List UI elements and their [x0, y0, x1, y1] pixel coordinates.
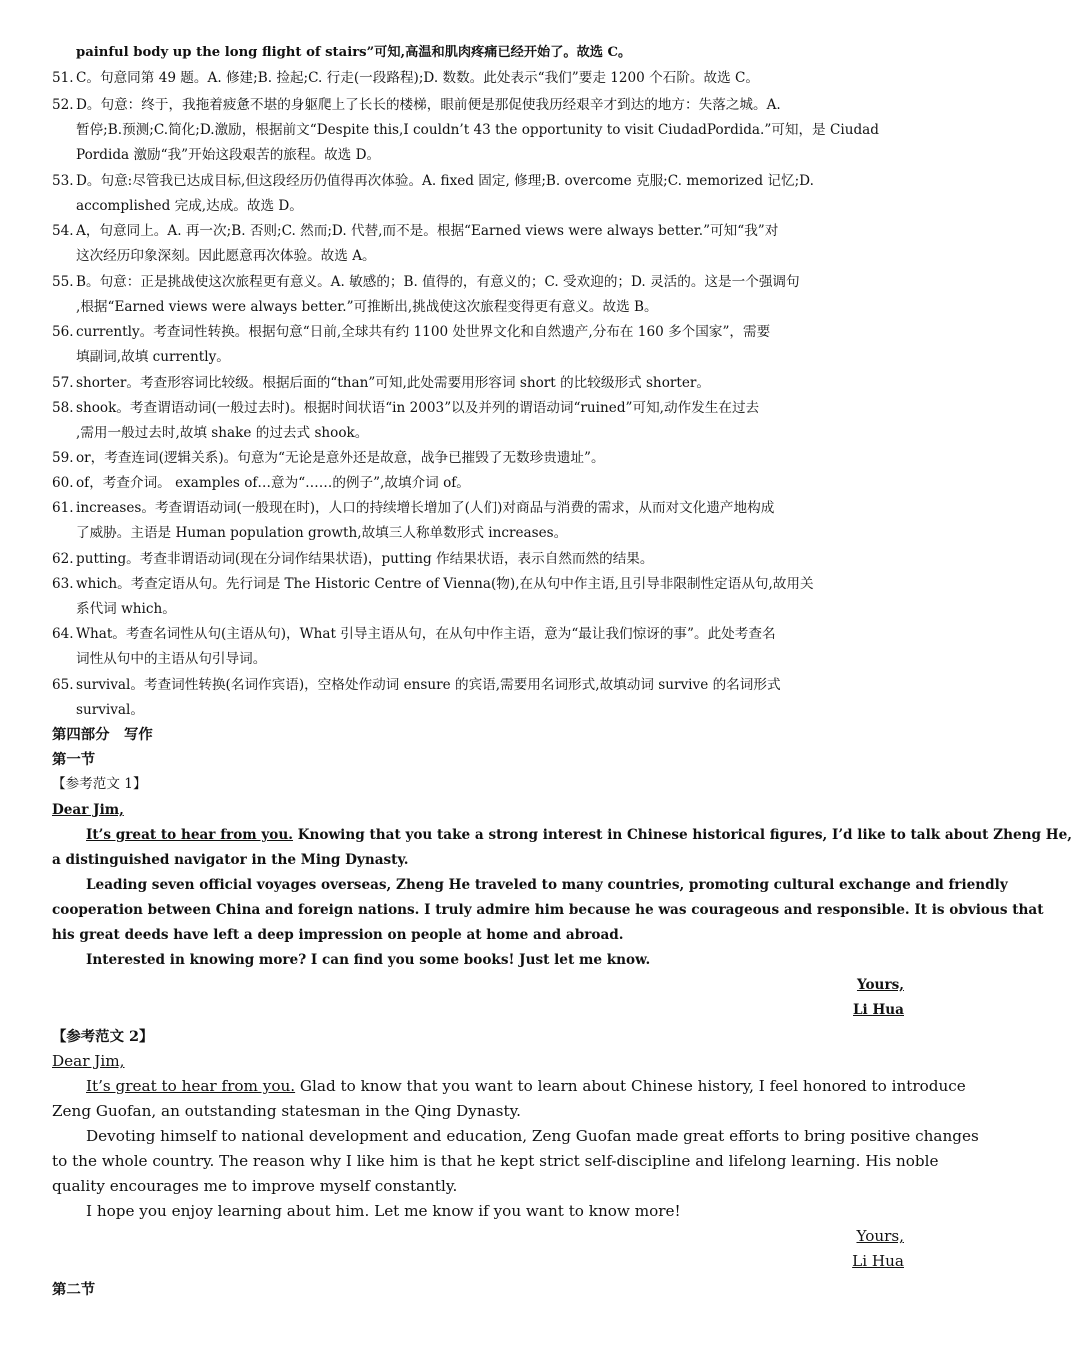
sample-2-paragraph-1-line-2: Zeng Guofan, an outstanding statesman in the Qing Dynasty. [52, 1102, 521, 1120]
answer-61 [52, 496, 907, 521]
answer-58 [52, 396, 907, 421]
item-number: 53. [52, 173, 74, 189]
answer-55 [52, 270, 907, 295]
answer-text: which。考查定语从句。先行词是 The Historic Centre of Vienna(物),在从句中作主语,且引导非限制性定语从句,故用关 [76, 576, 814, 592]
answer-text: increases。考查谓语动词(一般现在时)，人口的持续增长增加了(人们)对商品与消费的需求，从而对文化遗产地构成 [76, 500, 775, 516]
answer-text: D。句意:尽管我已达成目标,但这段经历仍值得再次体验。A. fixed 固定, 修理;B. overcome 克服;C. memorized 记忆;D. [76, 173, 814, 189]
answer-57 [52, 371, 907, 396]
item-number: 54. [52, 223, 74, 239]
answer-63-line-2: 系代词 which。 [76, 601, 176, 617]
item-number: 52. [52, 97, 74, 113]
answer-text: putting。考查非谓语动词(现在分词作结果状语)，putting 作结果状语，表示自然而然的结果。 [76, 551, 654, 567]
answer-text: of，考查介词。 examples of…意为“……的例子”,故填介词 of。 [76, 475, 470, 491]
sample-essay-1-label: 【参考范文 1】 [52, 776, 147, 792]
answer-text: D。句意：终于，我拖着疲惫不堪的身躯爬上了长长的楼梯，眼前便是那促使我历经艰辛才到达的地方：失落之城。A. [76, 97, 781, 113]
answer-56 [52, 320, 907, 345]
answer-62 [52, 547, 907, 572]
answer-60 [52, 471, 907, 496]
answer-text: What。考查名词性从句(主语从句)，What 引导主语从句，在从句中作主语，意为“最让我们惊讶的事”。此处考查名 [76, 626, 776, 642]
sample-1-signature: Li Hua [853, 1002, 904, 1018]
answer-text: shorter。考查形容词比较级。根据后面的“than”可知,此处需要用形容词 short 的比较级形式 shorter。 [76, 375, 710, 391]
sample-2-paragraph-3: I hope you enjoy learning about him. Let me know if you want to know more! [86, 1202, 681, 1220]
sample-2-closing: Yours, [856, 1227, 904, 1245]
answer-text: A，句意同上。A. 再一次;B. 否则;C. 然而;D. 代替,而不是。根据“Earned views were always better.”可知“我”对 [76, 223, 779, 239]
answer-54 [52, 219, 907, 244]
sample-1-paragraph-2: Leading seven official voyages overseas, Zheng He traveled to many countries, promoting cultural exchange and friendly [86, 877, 1008, 893]
answer-51 [52, 66, 907, 91]
answer-64-line-2: 词性从句中的主语从句引导词。 [76, 651, 267, 667]
answer-61-line-2: 了威胁。主语是 Human population growth,故填三人称单数形式 increases。 [76, 525, 568, 541]
answer-65 [52, 673, 907, 698]
answer-52-line-2: 暂停;B.预测;C.简化;D.激励，根据前文“Despite this,I couldn’t 43 the opportunity to visit CiudadPordida.”可知，是 Ciudad [76, 122, 879, 138]
greeting-phrase: It’s great to hear from you. [86, 827, 293, 843]
answer-53-line-2: accomplished 完成,达成。故选 D。 [76, 198, 303, 214]
answer-59 [52, 446, 907, 471]
item-number: 60. [52, 475, 74, 491]
sample-1-paragraph-1-line-2: a distinguished navigator in the Ming Dynasty. [52, 852, 409, 868]
sample-essay-2-label: 【参考范文 2】 [52, 1028, 154, 1045]
answer-55-line-2: ,根据“Earned views were always better.”可推断出,挑战使这次旅程变得更有意义。故选 B。 [76, 299, 658, 315]
greeting-phrase: It’s great to hear from you. [86, 1077, 296, 1095]
item-number: 58. [52, 400, 74, 416]
answer-56-line-2: 填副词,故填 currently。 [76, 349, 230, 365]
section-two-title: 第二节 [52, 1281, 96, 1298]
answer-53 [52, 169, 907, 194]
answer-50-continuation: painful body up the long flight of stairs”可知,高温和肌肉疼痛已经开始了。故选 C。 [76, 45, 632, 60]
sample-2-signature: Li Hua [852, 1252, 904, 1270]
sample-2-paragraph-2: Devoting himself to national development and education, Zeng Guofan made great efforts to bring positive changes [86, 1127, 979, 1145]
item-number: 62. [52, 551, 74, 567]
answer-58-line-2: ,需用一般过去时,故填 shake 的过去式 shook。 [76, 425, 369, 441]
item-number: 51. [52, 70, 74, 86]
answer-54-line-2: 这次经历印象深刻。因此愿意再次体验。故选 A。 [76, 248, 376, 264]
sample-1-paragraph-2-line-3: his great deeds have left a deep impression on people at home and abroad. [52, 927, 624, 943]
item-number: 61. [52, 500, 74, 516]
answer-text: or，考查连词(逻辑关系)。句意为“无论是意外还是故意，战争已摧毁了无数珍贵遗址”。 [76, 450, 605, 466]
answer-64 [52, 622, 907, 647]
answer-text: shook。考查谓语动词(一般过去时)。根据时间状语“in 2003”以及并列的谓语动词“ruined”可知,动作发生在过去 [76, 400, 760, 416]
sample-1-paragraph-3: Interested in knowing more? I can find you some books! Just let me know. [86, 952, 651, 968]
sample-1-closing: Yours, [856, 977, 904, 993]
item-number: 57. [52, 375, 74, 391]
answer-text: B。句意：正是挑战使这次旅程更有意义。A. 敏感的；B. 值得的，有意义的；C. 受欢迎的；D. 灵活的。这是一个强调句 [76, 274, 800, 290]
part-four-title: 第四部分 写作 [52, 726, 153, 743]
item-number: 65. [52, 677, 74, 693]
sample-2-salutation: Dear Jim, [52, 1052, 125, 1070]
answer-65-line-2: survival。 [76, 702, 144, 718]
answer-63 [52, 572, 907, 597]
answer-text: C。句意同第 49 题。A. 修建;B. 捡起;C. 行走(一段路程);D. 数数。此处表示“我们”要走 1200 个石阶。故选 C。 [76, 70, 760, 86]
item-number: 59. [52, 450, 74, 466]
sample-2-paragraph-1 [86, 1074, 966, 1099]
sample-1-paragraph-1 [86, 823, 1072, 848]
item-number: 55. [52, 274, 74, 290]
answer-52 [52, 93, 907, 118]
item-number: 63. [52, 576, 74, 592]
sample-2-paragraph-2-line-2: to the whole country. The reason why I like him is that he kept strict self-discipline and lifelong learning. His noble [52, 1152, 939, 1170]
section-one-title: 第一节 [52, 751, 96, 768]
sample-1-paragraph-2-line-2: cooperation between China and foreign nations. I truly admire him because he was courageous and responsible. It is obvious that [52, 902, 1044, 918]
sample-1-salutation: Dear Jim, [52, 802, 124, 818]
item-number: 56. [52, 324, 74, 340]
sample-2-paragraph-2-line-3: quality encourages me to improve myself constantly. [52, 1177, 458, 1195]
answer-text: survival。考查词性转换(名词作宾语)，空格处作动词 ensure 的宾语,需要用名词形式,故填动词 survive 的名词形式 [76, 677, 781, 693]
paragraph-text: Glad to know that you want to learn about Chinese history, I feel honored to introduce [295, 1077, 966, 1095]
item-number: 64. [52, 626, 74, 642]
paragraph-text: Knowing that you take a strong interest in Chinese historical figures, I’d like to talk about Zheng He, [292, 827, 1072, 843]
answer-52-line-3: Pordida 激励“我”开始这段艰苦的旅程。故选 D。 [76, 147, 381, 163]
answer-text: currently。考查词性转换。根据句意“日前,全球共有约 1100 处世界文化和自然遗产,分布在 160 多个国家”，需要 [76, 324, 771, 340]
